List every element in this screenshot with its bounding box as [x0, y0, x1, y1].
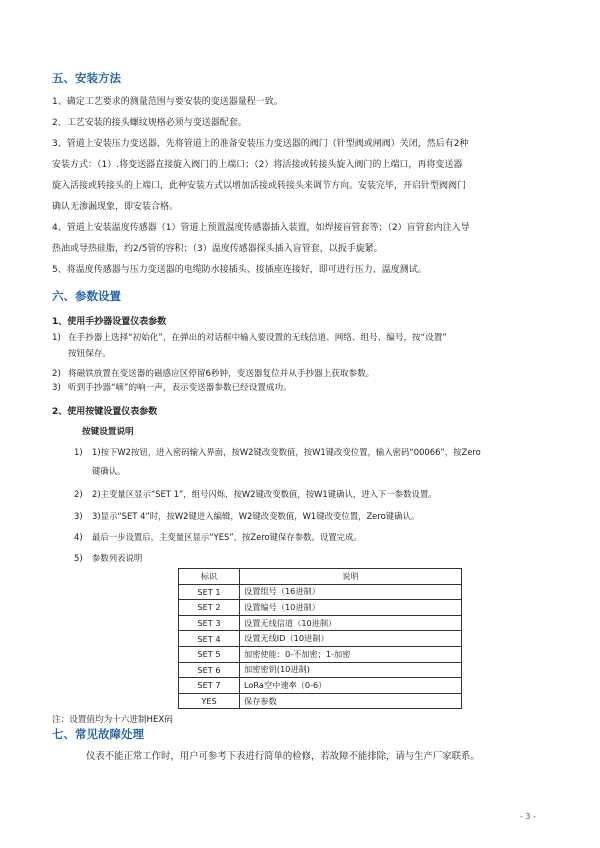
param-desc: 加密密钥(10进制)	[240, 662, 462, 678]
param-desc: 设置无线信道（10进制）	[240, 615, 462, 631]
param-id: SET 7	[179, 678, 240, 694]
column-header-id: 标识	[179, 569, 240, 585]
table-header-row	[179, 569, 462, 585]
table-row	[179, 600, 462, 616]
sec5-line-6: 确认无渗漏现象，即安装合格。	[52, 202, 179, 212]
step-text: 将磁铁放置在变送器的磁感应区停留6秒钟，变送器复位并从手抄器上获取参数。	[68, 369, 375, 379]
step-number: 4)	[74, 532, 83, 542]
troubleshooting-intro: 仪表不能正常工作时，用户可参考下表进行简单的检修，若故障不能排除，请与生产厂家联系。	[86, 751, 480, 762]
sub-title-handheld: 1、使用手抄器设置仪表参数	[52, 317, 167, 327]
step-text: 1)按下W2按钮，进入密码输入界面，按W2键改变数值，按W1键改变位置，输入密码“00066”，按Zero	[92, 447, 481, 457]
step-text: 在手抄器上选择“初始化”，在弹出的对话框中输入要设置的无线信道、网络、组号、编号，按“设置”	[68, 333, 447, 343]
param-desc: 保存参数	[240, 693, 462, 709]
param-desc: 加密使能：0-不加密；1-加密	[240, 646, 462, 662]
step-text: 2)主变量区显示“SET 1”，组号闪烁，按W2键改变数值，按W1键确认，进入下一参数设置。	[92, 489, 437, 499]
section-5-title: 五、安装方法	[52, 71, 121, 85]
table-row	[179, 631, 462, 647]
param-id: YES	[179, 693, 240, 709]
param-id: SET 2	[179, 600, 240, 616]
table-row	[179, 678, 462, 694]
hex-note: 注：设置值均为十六进制HEX码	[52, 715, 173, 725]
param-id: SET 3	[179, 615, 240, 631]
sec5-line-3: 3、管道上安装压力变送器，先将管道上的准备安装压力变送器的阀门（针型阀或闸阀）关闭，然后有2种	[52, 139, 469, 149]
page-number: - 3 -	[520, 812, 536, 821]
step-text: 听到手抄器“嘀”的响一声，表示变送器参数已经设置成功。	[68, 383, 292, 393]
sec5-line-5: 旋入活接或转接头的上端口，此种安装方式以增加活接或转接头来调节方向。安装完毕，开启针型阀阀门	[52, 181, 467, 191]
table-row	[179, 662, 462, 678]
step-text: 参数列表说明	[92, 553, 143, 563]
parameter-table	[178, 568, 462, 709]
step-text: 3)显示“SET 4”时，按W2键进入编辑，W2键改变数值，W1键改变位置，Zero键确认。	[92, 511, 420, 521]
table-row	[179, 615, 462, 631]
param-id: SET 5	[179, 646, 240, 662]
param-id: SET 6	[179, 662, 240, 678]
step-number: 5)	[74, 553, 83, 563]
sec5-line-1: 1、确定工艺要求的测量范围与要安装的变送器量程一致。	[52, 97, 283, 107]
step-number: 1)	[74, 447, 83, 457]
step-number: 2)	[52, 369, 61, 379]
sec5-line-4: 安装方式：（1）.将变送器直接旋入阀门的上端口；（2）将活接或转接头旋入阀门的上端口，再将变送器	[52, 160, 463, 170]
step-number: 3)	[52, 383, 61, 393]
step-number: 2)	[74, 489, 83, 499]
sec5-line-9: 5、将温度传感器与压力变送器的电缆防水接插头、接插座连接好，即可进行压力、温度测试。	[52, 265, 427, 275]
param-desc: 设置编号（10进制）	[240, 600, 462, 616]
sec5-line-7: 4、管道上安装温度传感器（1）管道上预置温度传感器插入装置，如焊接盲管套等；（2）盲管套内注入导	[52, 223, 470, 233]
table-row	[179, 584, 462, 600]
sec5-line-2: 2、工艺安装的接头螺纹规格必须与变送器配套。	[52, 118, 247, 128]
step-text-cont: 键确认。	[92, 466, 126, 476]
step-text-cont: 按钮保存。	[68, 349, 111, 359]
step-number: 3)	[74, 511, 83, 521]
param-desc: 设置组号（16进制）	[240, 584, 462, 600]
table-row	[179, 646, 462, 662]
sec5-line-8: 热油或导热硅脂，约2/5管的容积；（3）温度传感器探头插入盲管套，以扳手旋紧。	[52, 244, 383, 254]
param-desc: 设置无线ID（10进制）	[240, 631, 462, 647]
sub-title-keys: 2、使用按键设置仪表参数	[52, 407, 158, 417]
key-setup-heading: 按键设置说明	[82, 427, 134, 437]
section-6-title: 六、参数设置	[52, 289, 121, 303]
step-text: 最后一步设置后，主变量区显示“YES”，按Zero键保存参数。设置完成。	[92, 532, 362, 542]
step-number: 1)	[52, 333, 61, 343]
param-desc: LoRa空中速率（0-6）	[240, 678, 462, 694]
param-id: SET 1	[179, 584, 240, 600]
table-row	[179, 693, 462, 709]
section-7-title: 七、常见故障处理	[52, 727, 144, 741]
column-header-desc: 说明	[240, 569, 462, 585]
param-id: SET 4	[179, 631, 240, 647]
